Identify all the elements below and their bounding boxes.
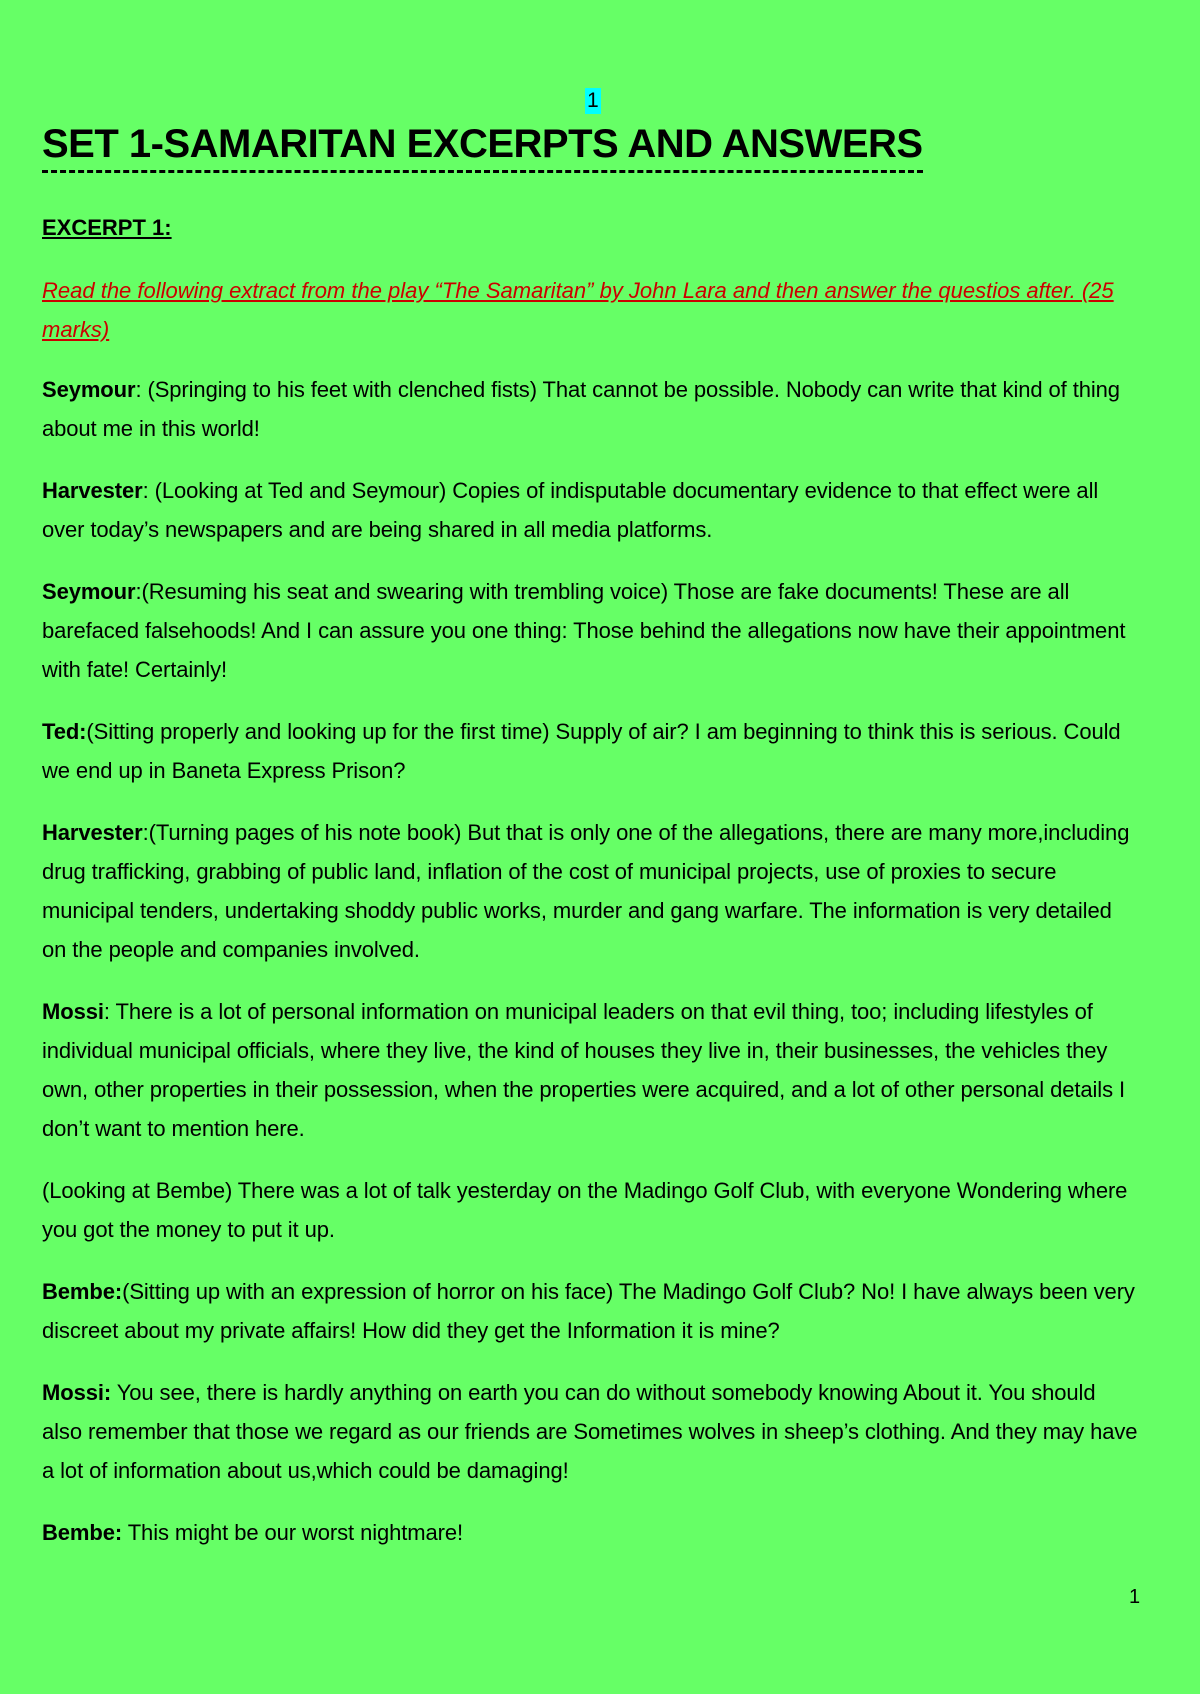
dialogue-text: (Sitting up with an expression of horror on his face) The Madingo Golf Club? No! I have always been very discreet about my private affairs! How did they get the Information it is mine? — [42, 1279, 1135, 1343]
dialogue-line — [42, 1171, 1140, 1249]
dialogue-text: There is a lot of personal information on municipal leaders on that evil thing, too; including lifestyles of individual municipal officials, where they live, the kind of houses they live in, their businesses, the vehicles they own, other properties in their possession, when the properties were acquired, and a lot of other personal details I don’t want to mention here. — [42, 999, 1126, 1141]
speaker-separator: : — [142, 820, 149, 845]
speaker-name: Harvester — [42, 478, 143, 503]
speaker-separator: : — [142, 478, 155, 503]
document-title: SET 1-SAMARITAN EXCERPTS AND ANSWERS — [42, 118, 923, 173]
excerpt-label: EXCERPT 1: — [42, 215, 172, 240]
speaker-separator: : — [135, 377, 148, 402]
header-page-number: 1 — [587, 89, 599, 112]
dialogue-line — [42, 712, 1140, 790]
dialogue-line — [42, 1513, 1140, 1552]
excerpt-instruction: Read the following extract from the play “The Samaritan” by John Lara and then answer the questios after. (25 marks) — [42, 278, 1114, 342]
dialogue-text: (Looking at Bembe) There was a lot of talk yesterday on the Madingo Golf Club, with everyone Wondering where you got the money to put it up. — [42, 1178, 1128, 1242]
speaker-name: Mossi: — [42, 1380, 112, 1405]
speaker-name: Seymour — [42, 579, 136, 604]
dialogue-line — [42, 992, 1140, 1148]
footer-page-number: 1 — [1129, 1586, 1141, 1608]
dialogue-text: (Sitting properly and looking up for the first time) Supply of air? I am beginning to think this is serious. Could we end up in Baneta Express Prison? — [42, 719, 1121, 783]
dialogue-line — [42, 1272, 1140, 1350]
dialogue-block — [42, 370, 1140, 1575]
dialogue-line — [42, 572, 1140, 689]
dialogue-text: (Springing to his feet with clenched fists) That cannot be possible. Nobody can write that kind of thing about me in this world! — [42, 377, 1120, 441]
dialogue-line — [42, 813, 1140, 969]
speaker-name: Bembe: — [42, 1520, 123, 1545]
speaker-separator: : — [103, 999, 116, 1024]
speaker-name: Harvester — [42, 820, 143, 845]
dialogue-text: This might be our worst nightmare! — [127, 1520, 464, 1545]
dialogue-line — [42, 1373, 1140, 1490]
dialogue-text: (Turning pages of his note book) But that is only one of the allegations, there are many more,including drug trafficking, grabbing of public land, inflation of the cost of municipal projects, use of proxies to secure municipal tenders, undertaking shoddy public works, murder and gang warfare. The information is very detailed on the people and companies involved. — [42, 820, 1130, 962]
dialogue-text: (Looking at Ted and Seymour) Copies of indisputable documentary evidence to that effect were all over today’s newspapers and are being shared in all media platforms. — [42, 478, 1099, 542]
dialogue-line — [42, 370, 1140, 448]
speaker-name: Mossi — [42, 999, 104, 1024]
speaker-name: Ted: — [42, 719, 87, 744]
dialogue-text: (Resuming his seat and swearing with trembling voice) Those are fake documents! These are all barefaced falsehoods! And I can assure you one thing: Those behind the allegations now have their appointment with fate! Certainly! — [42, 579, 1126, 682]
dialogue-line — [42, 471, 1140, 549]
speaker-separator: : — [135, 579, 142, 604]
speaker-name: Bembe: — [42, 1279, 123, 1304]
dialogue-text: You see, there is hardly anything on earth you can do without somebody knowing About it. You should also remember that those we regard as our friends are Sometimes wolves in sheep’s clothing. And they may have a lot of information about us,which could be damaging! — [42, 1380, 1138, 1483]
speaker-name: Seymour — [42, 377, 136, 402]
